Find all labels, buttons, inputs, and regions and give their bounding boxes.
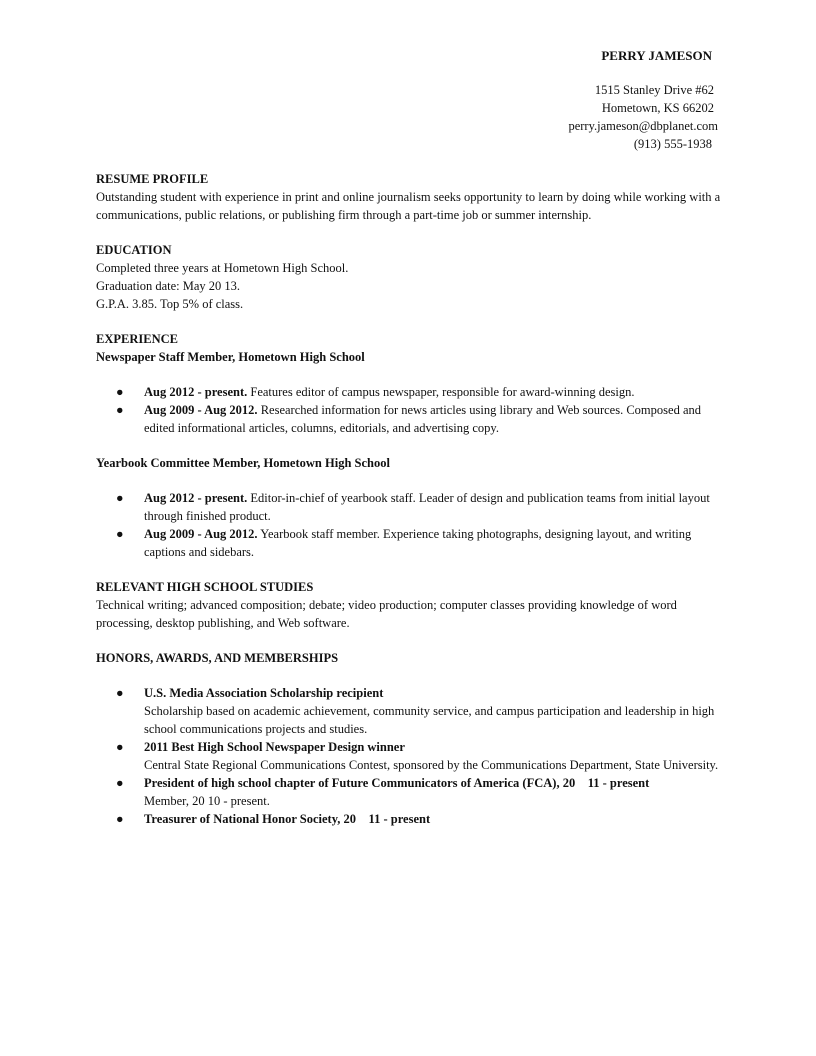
duty-date: Aug 2009 - Aug 2012. <box>144 403 258 417</box>
duty-date: Aug 2012 - present. <box>144 385 248 399</box>
studies-title: RELEVANT HIGH SCHOOL STUDIES <box>96 580 314 594</box>
bullet-icon: ● <box>116 491 124 505</box>
list-item <box>96 383 726 401</box>
duty-text: Yearbook staff member. Experience taking photographs, designing layout, and writing captions and sidebars. <box>144 527 692 559</box>
address-line-1: 1515 Stanley Drive #62 <box>594 83 714 97</box>
education-line: Graduation date: May 20 13. <box>96 279 241 293</box>
email-address: perry.jameson@dbplanet.com <box>568 119 718 133</box>
studies-text: Technical writing; advanced composition; debate; video production; computer classes providing knowledge of word processing, desktop publishing, and Web software. <box>96 598 677 630</box>
bullet-icon: ● <box>116 686 124 700</box>
honor-heading: President of high school chapter of Future Communicators of America (FCA), 20 11 - present <box>144 776 650 790</box>
job-title: Yearbook Committee Member, Hometown High School <box>96 456 390 470</box>
honor-detail: Scholarship based on academic achievement, community service, and campus participation and leadership in high school communications projects and studies. <box>144 704 715 736</box>
list-item <box>96 738 726 774</box>
honors-title: HONORS, AWARDS, AND MEMBERSHIPS <box>96 651 339 665</box>
phone-number: (913) 555-1938 <box>633 137 712 151</box>
education-title: EDUCATION <box>96 243 172 257</box>
honor-heading: 2011 Best High School Newspaper Design winner <box>144 740 405 754</box>
list-item <box>96 525 726 561</box>
education-section <box>96 241 726 313</box>
job-title: Newspaper Staff Member, Hometown High School <box>96 350 365 364</box>
duty-date: Aug 2012 - present. <box>144 491 248 505</box>
resume-body <box>96 170 726 845</box>
duty-text: Researched information for news articles using library and Web sources. Composed and edited informational articles, columns, editorials, and advertising copy. <box>144 403 701 435</box>
studies-section <box>96 578 726 632</box>
honors-list <box>96 684 726 828</box>
profile-section <box>96 170 726 224</box>
bullet-icon: ● <box>116 740 124 754</box>
education-line: G.P.A. 3.85. Top 5% of class. <box>96 297 244 311</box>
bullet-icon: ● <box>116 776 124 790</box>
duty-text: Features editor of campus newspaper, responsible for award-winning design. <box>247 385 635 399</box>
contact-header <box>568 47 718 153</box>
job-duties-list <box>96 383 726 437</box>
bullet-icon: ● <box>116 812 124 826</box>
list-item <box>96 401 726 437</box>
profile-title: RESUME PROFILE <box>96 172 209 186</box>
honor-detail: Central State Regional Communications Contest, sponsored by the Communications Department, State University. <box>144 758 719 772</box>
duty-date: Aug 2009 - Aug 2012. <box>144 527 258 541</box>
address-line-2: Hometown, KS 66202 <box>601 101 714 115</box>
bullet-icon: ● <box>116 385 124 399</box>
bullet-icon: ● <box>116 527 124 541</box>
list-item <box>96 489 726 525</box>
list-item <box>96 684 726 738</box>
honor-heading: Treasurer of National Honor Society, 20 11 - present <box>144 812 431 826</box>
bullet-icon: ● <box>116 403 124 417</box>
experience-title: EXPERIENCE <box>96 332 178 346</box>
duty-text: Editor-in-chief of yearbook staff. Leader of design and publication teams from initial layout through finished product. <box>144 491 710 523</box>
experience-section <box>96 330 726 561</box>
list-item <box>96 810 726 828</box>
job-duties-list <box>96 489 726 561</box>
honor-heading: U.S. Media Association Scholarship recipient <box>144 686 384 700</box>
education-line: Completed three years at Hometown High School. <box>96 261 349 275</box>
list-item <box>96 774 726 810</box>
honors-section <box>96 649 726 828</box>
honor-detail: Member, 20 10 - present. <box>144 794 270 808</box>
profile-text: Outstanding student with experience in print and online journalism seeks opportunity to learn by doing while working with a communications, public relations, or publishing firm through a part-time job or summer internship. <box>96 190 721 222</box>
candidate-name: PERRY JAMESON <box>601 48 712 63</box>
